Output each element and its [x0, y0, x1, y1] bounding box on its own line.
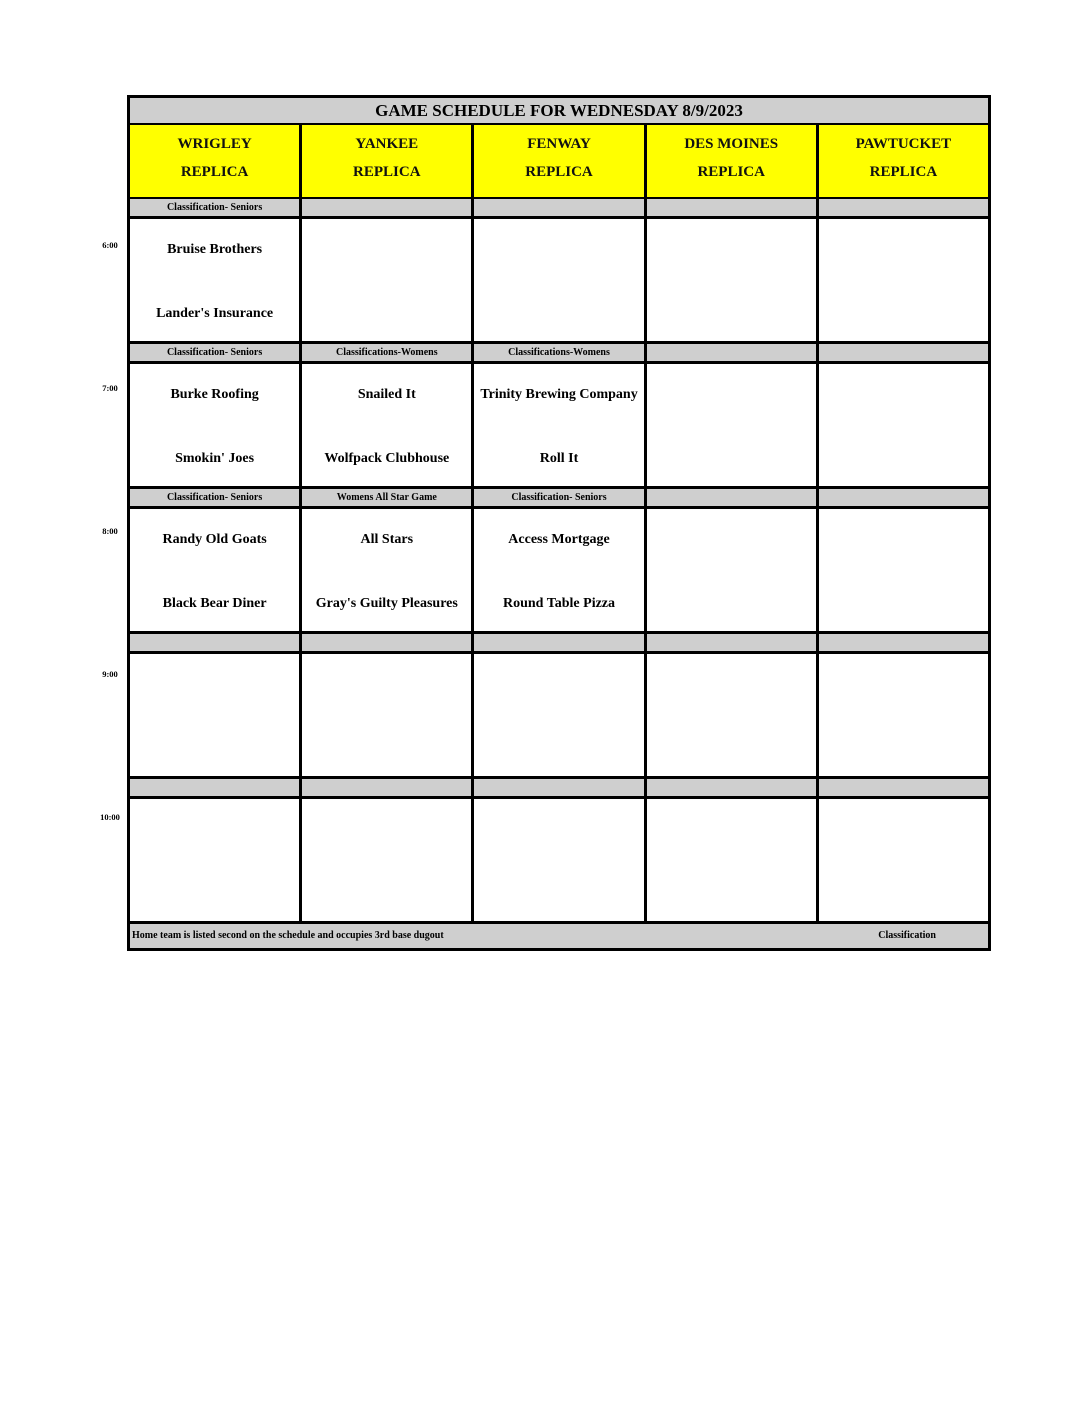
classification-label [471, 634, 643, 651]
away-team [647, 666, 816, 704]
classification-label [644, 489, 816, 506]
away-team [130, 811, 299, 849]
home-team: Black Bear Diner [162, 596, 267, 611]
away-team [819, 376, 988, 414]
field-sub: REPLICA [869, 164, 938, 180]
classification-label [299, 779, 471, 796]
home-team: Round Table Pizza [502, 596, 616, 611]
field-sub: REPLICA [697, 164, 765, 180]
home-team [647, 875, 816, 913]
game-cell [130, 219, 299, 341]
away-team: Trinity Brewing Company [480, 387, 638, 402]
away-team [647, 376, 816, 414]
home-team [647, 585, 816, 623]
home-team [130, 730, 299, 768]
game-cell [471, 364, 643, 486]
away-team [474, 666, 643, 704]
classification-label [644, 199, 816, 216]
classification-row [130, 489, 988, 509]
game-cell [299, 509, 471, 631]
away-team [819, 811, 988, 849]
away-team [302, 666, 471, 704]
game-cell [299, 219, 471, 341]
away-team: Access Mortgage [508, 532, 610, 547]
classification-label: Classifications-Womens [299, 344, 471, 361]
home-team: Smokin' Joes [175, 451, 255, 466]
classification-label [816, 489, 988, 506]
classification-label [816, 634, 988, 651]
game-cell [644, 509, 816, 631]
game-cell [644, 654, 816, 776]
classification-label: Classification- Seniors [166, 347, 263, 358]
classification-row [130, 779, 988, 799]
schedule-table [127, 95, 991, 951]
home-team [474, 295, 643, 333]
field-name: WRIGLEY [177, 136, 252, 152]
game-cell [644, 799, 816, 921]
classification-label [130, 779, 299, 796]
classification-label [644, 779, 816, 796]
classification-label [471, 779, 643, 796]
away-team [819, 666, 988, 704]
footer-band [130, 924, 988, 948]
away-team: All Stars [360, 532, 414, 547]
away-team [819, 231, 988, 269]
home-team [647, 440, 816, 478]
classification-legend: Classification [878, 930, 936, 941]
home-team: Gray's Guilty Pleasures [315, 596, 458, 611]
field-name: PAWTUCKET [855, 136, 952, 152]
game-cell [130, 799, 299, 921]
game-cell [816, 509, 988, 631]
away-team [474, 231, 643, 269]
away-team: Randy Old Goats [162, 532, 267, 547]
game-slot-row [130, 364, 988, 489]
classification-row [130, 344, 988, 364]
home-team [474, 730, 643, 768]
home-team [474, 875, 643, 913]
away-team [647, 231, 816, 269]
away-team: Bruise Brothers [167, 242, 263, 257]
away-team [647, 521, 816, 559]
field-header [644, 125, 816, 197]
home-team [302, 875, 471, 913]
away-team [819, 521, 988, 559]
classification-label: Classification- Seniors [471, 489, 643, 506]
classification-row [130, 199, 988, 219]
field-header [816, 125, 988, 197]
classification-label [299, 199, 471, 216]
game-cell [816, 219, 988, 341]
home-team [647, 295, 816, 333]
time-label: 8:00 [102, 526, 118, 536]
field-header-row [130, 125, 988, 199]
field-sub: REPLICA [180, 164, 249, 180]
game-cell [299, 799, 471, 921]
game-cell [644, 219, 816, 341]
home-team [302, 730, 471, 768]
game-slot-row [130, 509, 988, 634]
classification-label [816, 779, 988, 796]
classification-label [644, 634, 816, 651]
home-team [819, 295, 988, 333]
game-cell [471, 219, 643, 341]
field-header [299, 125, 471, 197]
field-name: DES MOINES [684, 136, 779, 152]
classification-label [299, 634, 471, 651]
game-cell [471, 509, 643, 631]
game-cell [471, 654, 643, 776]
classification-label [816, 199, 988, 216]
game-cell [299, 654, 471, 776]
home-team: Wolfpack Clubhouse [324, 451, 450, 466]
game-slot-row [130, 219, 988, 344]
time-label: 10:00 [100, 812, 120, 822]
game-cell [816, 799, 988, 921]
home-team-note: Home team is listed second on the schedule and occupies 3rd base dugout [132, 930, 444, 941]
home-team [819, 730, 988, 768]
game-cell [644, 364, 816, 486]
classification-label [130, 634, 299, 651]
away-team [474, 811, 643, 849]
classification-label: Classification- Seniors [166, 492, 263, 503]
away-team: Burke Roofing [170, 387, 259, 402]
home-team [819, 585, 988, 623]
classification-label [471, 199, 643, 216]
away-team [302, 811, 471, 849]
classification-label [816, 344, 988, 361]
classification-label: Womens All Star Game [299, 489, 471, 506]
game-cell [816, 654, 988, 776]
away-team: Snailed It [357, 387, 416, 402]
schedule-title: GAME SCHEDULE FOR WEDNESDAY 8/9/2023 [130, 98, 988, 125]
game-cell [816, 364, 988, 486]
game-cell [130, 364, 299, 486]
classification-label: Classification- Seniors [166, 202, 263, 213]
home-team [130, 875, 299, 913]
time-label: 9:00 [102, 669, 118, 679]
game-cell [471, 799, 643, 921]
field-sub: REPLICA [353, 164, 421, 180]
time-label: 7:00 [102, 383, 118, 393]
game-slot-row [130, 799, 988, 924]
field-name: YANKEE [355, 136, 419, 152]
classification-label [644, 344, 816, 361]
home-team [302, 295, 471, 333]
away-team [302, 231, 471, 269]
game-slot-row [130, 654, 988, 779]
field-name: FENWAY [527, 136, 591, 152]
game-cell [299, 364, 471, 486]
game-cell [130, 509, 299, 631]
home-team [819, 875, 988, 913]
time-label: 6:00 [102, 240, 118, 250]
away-team [647, 811, 816, 849]
field-sub: REPLICA [525, 164, 593, 180]
home-team: Lander's Insurance [156, 306, 274, 321]
classification-row [130, 634, 988, 654]
classification-label: Classifications-Womens [471, 344, 643, 361]
field-header [471, 125, 643, 197]
away-team [130, 666, 299, 704]
home-team: Roll It [539, 451, 579, 466]
field-header [130, 125, 299, 197]
game-cell [130, 654, 299, 776]
home-team [647, 730, 816, 768]
home-team [819, 440, 988, 478]
